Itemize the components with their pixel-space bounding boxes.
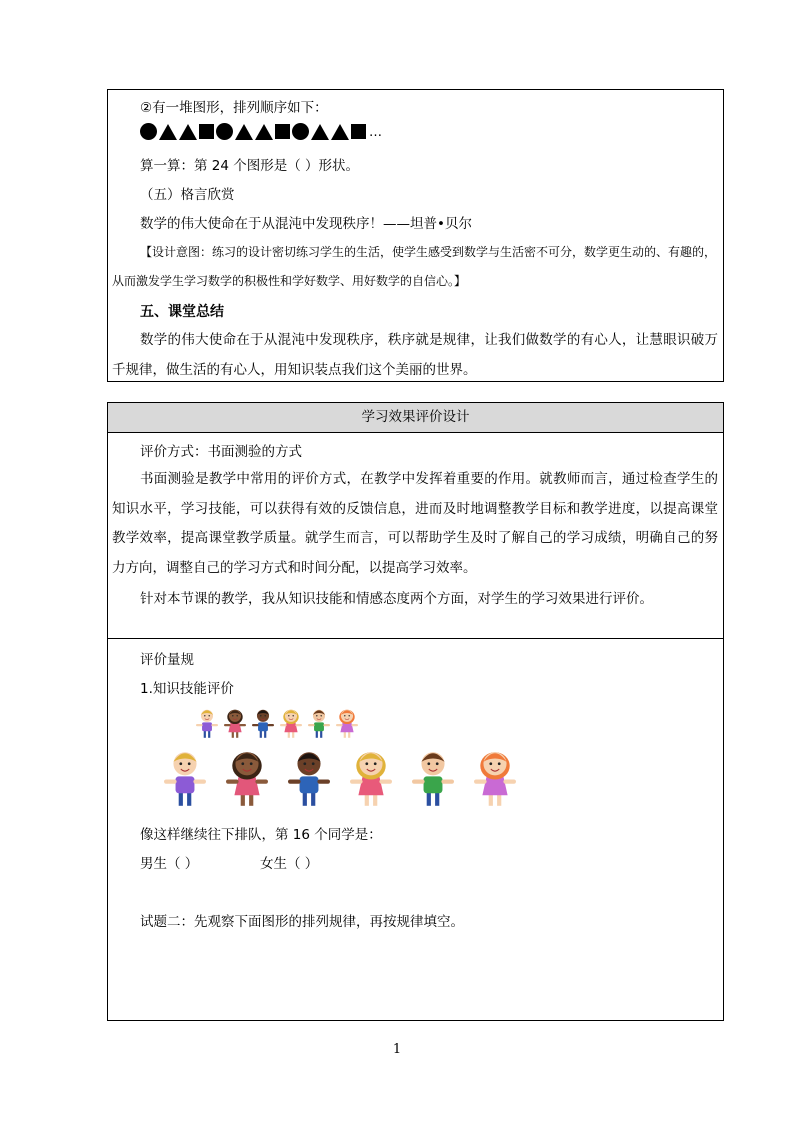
rubric-item1: 1.知识技能评价 [140,681,234,697]
design-note: 【设计意图：练习的设计密切练习学生的生活，使学生感受到数学与生活密不可分，数学更生动的、有趣的，从而激发学生学习数学的积极性和学好数学、用好数学的自信心。】 [112,245,717,288]
scope-text: 针对本节课的教学，我从知识技能和情感态度两个方面，对学生的学习效果进行评价。 [140,591,653,607]
large-row-kid-boy-3 [288,752,330,806]
rubric-label: 评价量规 [140,652,194,668]
square-shape [275,124,290,139]
small-row-kid-boy-1 [196,710,218,738]
small-row-kid-girl-6 [336,710,358,738]
shape-sequence [140,120,382,140]
girl-answer: 女生（ ） [260,856,319,872]
method-label: 评价方式：书面测验的方式 [140,444,302,460]
large-row-kid-girl-2 [226,752,268,806]
triangle-shape [331,124,349,140]
large-row-kid-boy-5 [412,752,454,806]
square-shape [199,124,214,139]
calc-prompt: 算一算：第 24 个图形是（ ）形状。 [140,158,360,174]
small-row-kid-boy-5 [308,710,330,738]
table-divider [108,638,723,639]
sequence-ellipsis: … [369,125,382,140]
large-row-kid-boy-1 [164,752,206,806]
small-row-kid-girl-2 [224,710,246,738]
item2-intro: ②有一堆图形，排列顺序如下： [140,100,328,116]
sub-heading: （五）格言欣赏 [140,187,235,203]
circle-shape [292,123,309,140]
triangle-shape [311,124,329,140]
large-row-kid-girl-6 [474,752,516,806]
quote: 数学的伟大使命在于从混沌中发现秩序！——坦普•贝尔 [140,216,472,232]
small-row-kid-girl-4 [280,710,302,738]
square-shape [351,124,366,139]
summary-text: 数学的伟大使命在于从混沌中发现秩序，秩序就是规律，让我们做数学的有心人，让慧眼识破万千规律，做生活的有心人，用知识装点我们这个美丽的世界。 [112,332,718,378]
triangle-shape [255,124,273,140]
method-text: 书面测验是教学中常用的评价方式，在教学中发挥着重要的作用。就教师而言，通过检查学生的知识水平，学习技能，可以获得有效的反馈信息，进而及时地调整教学目标和教学进度，以提高课堂教学效率，提高课堂教学质量。就学生而言，可以帮助学生及时了解自己的学习成绩，明确自己的努力方向，调整自己的学习方式和时间分配，以提高学习效率。 [112,471,718,576]
circle-shape [140,123,157,140]
summary-heading: 五、课堂总结 [140,304,224,320]
page-number: 1 [392,1042,402,1057]
triangle-shape [235,124,253,140]
small-row-kid-boy-3 [252,710,274,738]
boy-answer: 男生（ ） [140,856,199,872]
children-queue-illustration [150,700,530,810]
circle-shape [216,123,233,140]
queue-question: 像这样继续往下排队，第 16 个同学是： [140,827,382,843]
question2: 试题二：先观察下面图形的排列规律，再按规律填空。 [140,914,464,930]
triangle-shape [159,124,177,140]
large-row-kid-girl-4 [350,752,392,806]
table-header: 学习效果评价设计 [108,403,723,433]
triangle-shape [179,124,197,140]
